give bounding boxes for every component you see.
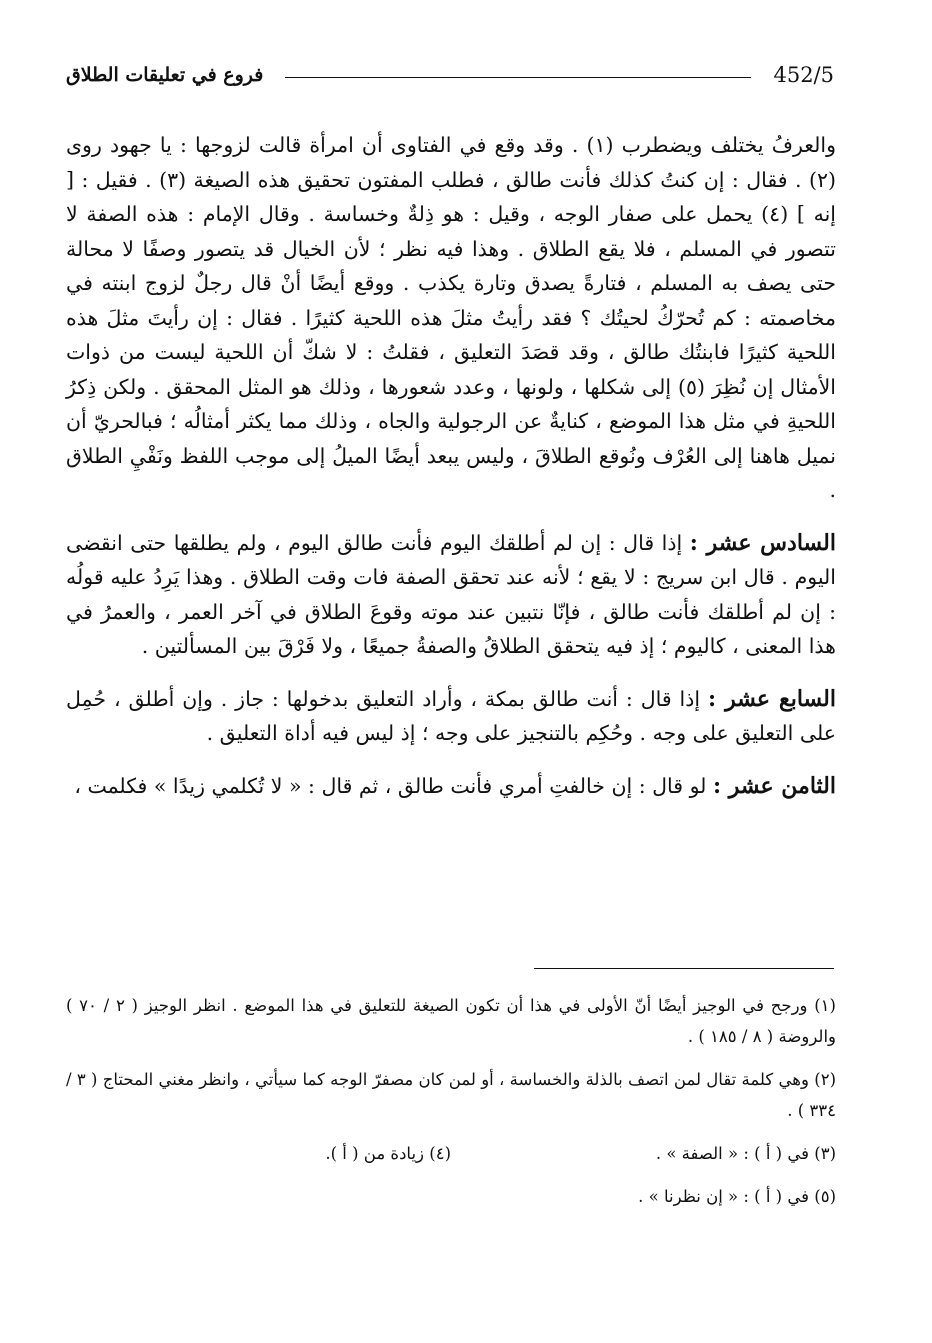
footnote-row-3-4: [66, 1138, 836, 1169]
paragraph-2: [66, 526, 836, 664]
paragraph-4: [66, 769, 836, 804]
page-number: 452/5: [773, 63, 834, 87]
paragraph-2-lead: السادس عشر :: [689, 529, 836, 556]
footnote-1: (١) ورجح في الوجيز أيضًا أنّ الأولى في هذا أن تكون الصيغة للتعليق في هذا الموضع . انظر الوجيز ( ٢ / ٧٠ ) والروضة ( ٨ / ١٨٥ ) .: [66, 996, 836, 1046]
paragraph-1: والعرفُ يختلف ويضطرب (١) . وقد وقع في الفتاوى أن امرأة قالت لزوجها : يا جهود روى (٢) . فقال : إن كنتُ كذلك فأنت طالق ، فطلب المفتون تحقيق هذه الصيغة (٣) . فقيل : [ إنه ] (٤) يحمل على صفار الوجه ، وقيل : هو ذِلةٌ وخساسة . وقال الإمام : هذه الصفة لا تتصور في المسلم ، فلا يقع الطلاق . وهذا فيه نظر ؛ لأن الخيال قد يتصور وصفًا لا محالة حتى يصف به المسلم ، فتارةً يصدق وتارة يكذب . ووقع أيضًا أنْ قال رجلٌ لزوج ابنته في مخاصمته : كم تُحرّكُ لحيتُك ؟ فقد رأيتُ مثلَ هذه اللحية كثيرًا . فقال : إن رأيتَ مثلَ هذه اللحية كثيرًا فابنتُك طالق ، وقد قصَدَ التعليق ، فقلتُ : لا شكّ أن اللحية ليست من ذوات الأمثال إن نُظِرَ (٥) إلى شكلها ، ولونها ، وعدد شعورها ، وذلك هو المثل المحقق . ولكن ذِكرُ اللحيةِ في مثل هذا الموضع ، كنايةٌ عن الرجولية والجاه ، وذلك مما يكثر أمثالُه ؛ فبالحريّ أن نميل هاهنا إلى العُرْف ونُوقع الطلاقَ ، وليس يبعد أيضًا الميلُ إلى موجب اللفظ ونَفْيِ الطلاق .: [66, 133, 837, 502]
main-text: [66, 128, 836, 821]
header-rule: [285, 77, 751, 78]
footnote-5: (٥) في ( أ ) : « إن نظرنا » .: [638, 1187, 836, 1206]
footnote-separator: [534, 968, 834, 969]
running-title: فروع في تعليقات الطلاق: [66, 64, 264, 86]
footnote-3: (٣) في ( أ ) : « الصفة » .: [655, 1144, 836, 1163]
paragraph-3: [66, 682, 836, 751]
paragraph-4-lead: الثامن عشر :: [712, 772, 836, 799]
page-header: [66, 58, 834, 92]
paragraph-3-lead: السابع عشر :: [707, 685, 836, 712]
paragraph-2-text: إذا قال : إن لم أطلقك اليوم فأنت طالق اليوم ، ولم يطلقها حتى انقضى اليوم . قال ابن سريج : لا يقع ؛ لأنه عند تحقق الصفة فات وقت الطلاق . وهذا يَرِدُ عليه قولُه : إن لم أطلقك فأنت طالق ، فإنّا نتبين عند موته وقوعَ الطلاق في آخر العمر ، والعمرُ في هذا المعنى ، كاليوم ؛ إذ فيه يتحقق الطلاقُ والصفةُ جميعًا ، ولا فَرْقَ بين المسألتين .: [66, 530, 836, 658]
paragraph-4-text: لو قال : إن خالفتِ أمري فأنت طالق ، ثم قال : « لا تُكلمي زيدًا » فكلمت ،: [74, 773, 707, 798]
footnotes: [66, 990, 836, 1224]
footnote-2: (٢) وهي كلمة تقال لمن اتصف بالذلة والخساسة ، أو لمن كان مصفرّ الوجه كما سيأتي ، وانظر مغني المحتاج ( ٣ / ٣٣٤ ) .: [66, 1070, 836, 1120]
paragraph-3-text: إذا قال : أنت طالق بمكة ، وأراد التعليق بدخولها : جاز . وإن أطلق ، حُمِل على التعليق على وجه . وحُكِم بالتنجيز على وجه ؛ إذ ليس فيه أداة التعليق .: [66, 686, 836, 745]
footnote-4: (٤) زيادة من ( أ ).: [325, 1144, 451, 1163]
